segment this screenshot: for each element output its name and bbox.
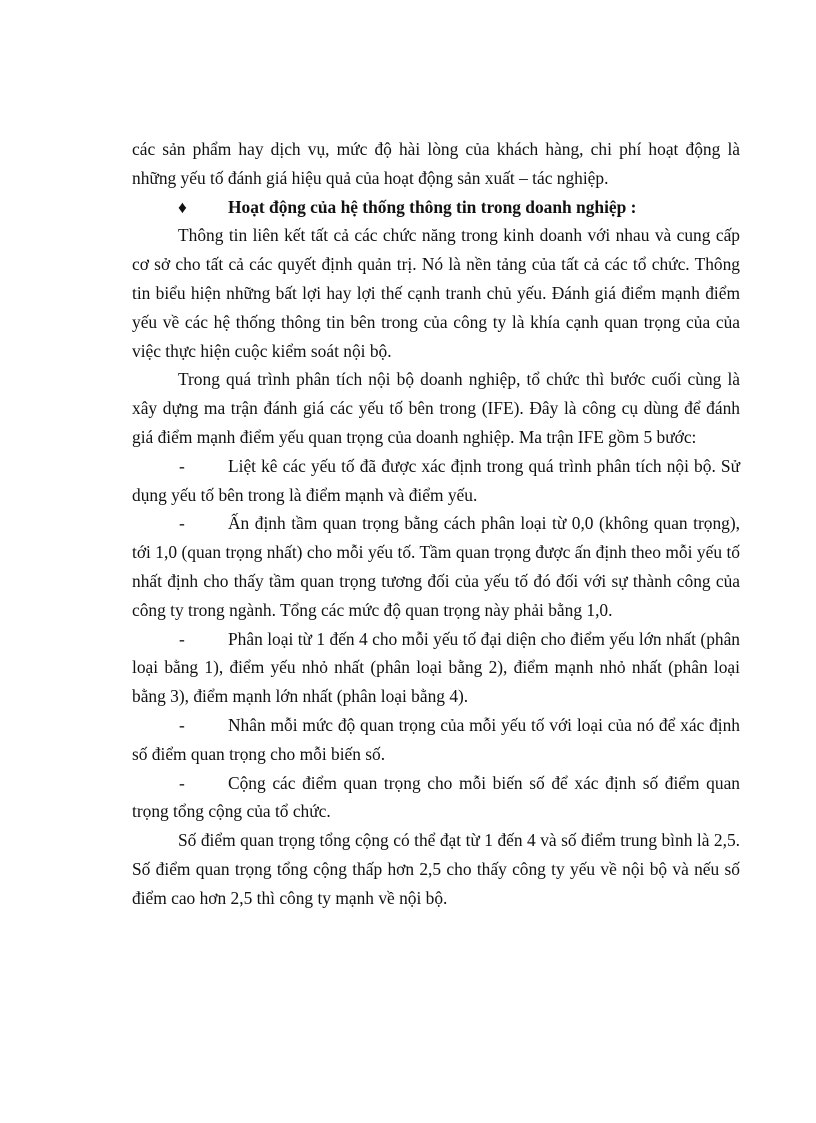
paragraph-information: Thông tin liên kết tất cả các chức năng trong kinh doanh với nhau và cung cấp cơ sở cho tất cả các quyết định quản trị. Nó là nền tảng của tất cả các tổ chức. Thông tin biểu hiện những bất lợi hay lợi thế cạnh tranh chủ yếu. Đánh giá điểm mạnh điểm yếu về các hệ thống thông tin bên trong của công ty là khía cạnh quan trọng của của việc thực hiện cuộc kiểm soát nội bộ. <box>132 225 740 361</box>
list-item-step-5 <box>132 769 740 827</box>
document-page <box>132 135 740 913</box>
diamond-bullet-icon: ♦ <box>178 196 187 217</box>
list-item-step-1 <box>132 452 740 510</box>
paragraph-continuation: các sản phẩm hay dịch vụ, mức độ hài lòng của khách hàng, chi phí hoạt động là những yếu tố đánh giá hiệu quả của hoạt động sản xuất – tác nghiệp. <box>132 139 740 188</box>
list-item-step-4 <box>132 711 740 769</box>
dash-marker: - <box>179 628 185 649</box>
section-heading-text: Hoạt động của hệ thống thông tin trong doanh nghiệp : <box>228 196 637 217</box>
dash-marker: - <box>179 455 185 476</box>
paragraph-ife-intro: Trong quá trình phân tích nội bộ doanh nghiệp, tổ chức thì bước cuối cùng là xây dựng ma trận đánh giá các yếu tố bên trong (IFE). Đây là công cụ dùng để đánh giá điểm mạnh điểm yếu quan trọng của doanh nghiệp. Ma trận IFE gồm 5 bước: <box>132 369 740 447</box>
list-item-step-3 <box>132 625 740 711</box>
list-item-step-2 <box>132 509 740 624</box>
dash-marker: - <box>179 513 185 534</box>
list-item-text: Cộng các điểm quan trọng cho mỗi biến số để xác định số điểm quan trọng tổng cộng của tổ chức. <box>132 772 740 822</box>
section-heading <box>132 193 740 222</box>
list-item-text: Ấn định tầm quan trọng bằng cách phân loại từ 0,0 (không quan trọng), tới 1,0 (quan trọng nhất) cho mỗi yếu tố. Tầm quan trọng được ấn định theo mỗi yếu tố nhất định cho thấy tầm quan trọng tương đối của yếu tố đó đối với sự thành công của công ty trong ngành. Tổng các mức độ quan trọng này phải bằng 1,0. <box>132 513 740 620</box>
dash-marker: - <box>179 772 185 793</box>
dash-marker: - <box>179 714 185 735</box>
list-item-text: Nhân mỗi mức độ quan trọng của mỗi yếu tố với loại của nó để xác định số điểm quan trọng cho mỗi biến số. <box>132 714 740 764</box>
list-item-text: Liệt kê các yếu tố đã được xác định trong quá trình phân tích nội bộ. Sử dụng yếu tố bên trong là điểm mạnh và điểm yếu. <box>132 455 740 505</box>
paragraph-score: Số điểm quan trọng tổng cộng có thể đạt từ 1 đến 4 và số điểm trung bình là 2,5. Số điểm quan trọng tổng cộng thấp hơn 2,5 cho thấy công ty yếu về nội bộ và nếu số điểm cao hơn 2,5 thì công ty mạnh về nội bộ. <box>132 830 740 908</box>
list-item-text: Phân loại từ 1 đến 4 cho mỗi yếu tố đại diện cho điểm yếu lớn nhất (phân loại bằng 1), điểm yếu nhỏ nhất (phân loại bằng 2), điểm mạnh nhỏ nhất (phân loại bằng 3), điểm mạnh lớn nhất (phân loại bằng 4). <box>132 628 740 707</box>
